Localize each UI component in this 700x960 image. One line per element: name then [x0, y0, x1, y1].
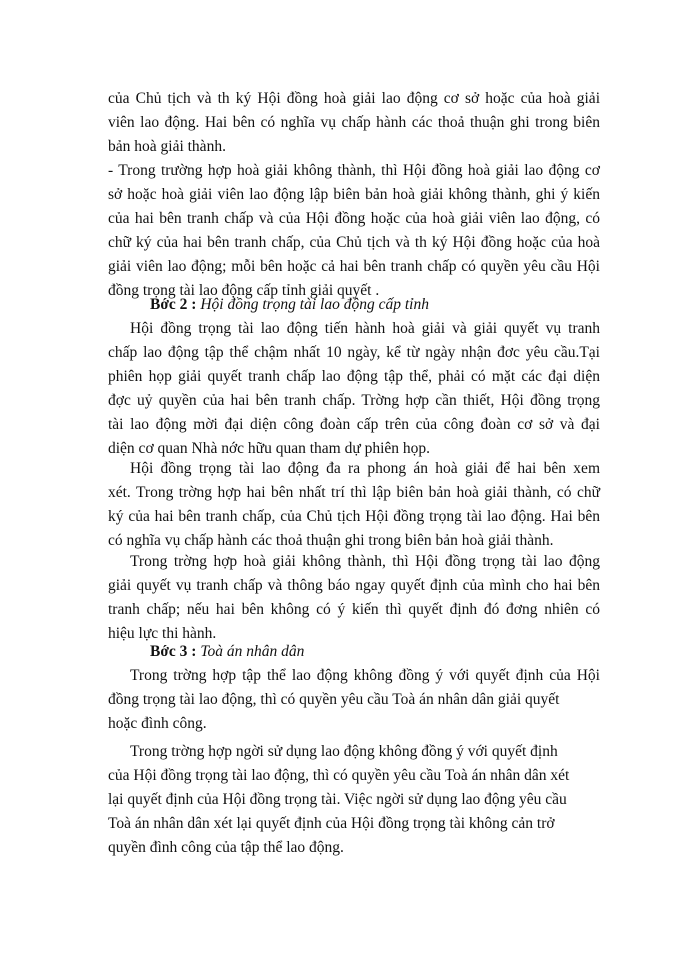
text-line: đồng trọng tài lao động, thì có quyền yêu cầu Toà án nhân dân giải quyết: [108, 691, 560, 708]
text-line: hiệu lực thi hành.: [108, 625, 217, 642]
text-line: ký của hai bên tranh chấp, của Chủ tịch Hội đồng trọng tài lao động. Hai bên: [108, 508, 600, 525]
text-line: viên lao động. Hai bên có nghĩa vụ chấp hành các thoả thuận ghi trong biên: [108, 114, 600, 131]
text-line: giải viên lao động; mỗi bên hoặc cả hai bên tranh chấp có quyền yêu cầu Hội: [108, 258, 600, 275]
text-line: đợc uỷ quyền của hai bên tranh chấp. Trờng hợp cần thiết, Hội đồng trọng: [108, 392, 600, 409]
text-line: lại quyết định của Hội đồng trọng tài. Việc ngời sử dụng lao động yêu cầu: [108, 791, 567, 808]
text-line: bản hoà giải thành.: [108, 138, 226, 155]
step-2-label: Bớc 2 :: [150, 296, 197, 313]
step-3-title: Toà án nhân dân: [200, 643, 305, 660]
text-line: của hai bên tranh chấp và của Hội đồng hoặc của hoà giải viên lao động, có: [108, 210, 600, 227]
text-line: chữ ký của hai bên tranh chấp, của Chủ tịch và th ký Hội đồng hoặc của hoà: [108, 234, 600, 251]
text-line: của Chủ tịch và th ký Hội đồng hoà giải lao động cơ sở hoặc của hoà giải: [108, 90, 600, 107]
text-line: hoặc đình công.: [108, 715, 207, 732]
text-line: đồng trọng tài lao động cấp tỉnh giải quyết .: [108, 282, 380, 299]
text-line: sở hoặc hoà giải viên lao động lập biên bản hoà giải không thành, ghi ý kiến: [108, 186, 600, 203]
text-line: Trong trờng hợp hoà giải không thành, thì Hội đồng trọng tài lao động: [130, 553, 600, 570]
text-line: chấp lao động tập thể chậm nhất 10 ngày, kể từ ngày nhận đơc yêu cầu.Tại: [108, 344, 600, 361]
text-line: Hội đồng trọng tài lao động tiến hành hoà giải và giải quyết vụ tranh: [130, 320, 600, 337]
text-line: Trong trờng hợp tập thể lao động không đồng ý với quyết định của Hội: [130, 667, 600, 684]
text-line: quyền đình công của tập thể lao động.: [108, 839, 344, 856]
text-line: giải quyết vụ tranh chấp và thông báo ngay quyết định của mình cho hai bên: [108, 577, 600, 594]
text-line: phiên họp giải quyết tranh chấp lao động tập thể, phải có mặt các đại diện: [108, 368, 600, 385]
text-line: diện cơ quan Nhà nớc hữu quan tham dự phiên họp.: [108, 440, 431, 457]
text-line: Trong trờng hợp ngời sử dụng lao động không đồng ý với quyết định: [130, 743, 558, 760]
text-line: Hội đồng trọng tài lao động đa ra phong án hoà giải để hai bên xem: [130, 460, 600, 477]
text-line: xét. Trong trờng hợp hai bên nhất trí thì lập biên bản hoà giải thành, có chữ: [108, 484, 600, 501]
step-3-heading: [150, 640, 600, 664]
step-3-label: Bớc 3 :: [150, 643, 197, 660]
step-2-title: Hội đồng trọng tài lao động cấp tỉnh: [200, 296, 429, 313]
text-line: tranh chấp; nếu hai bên không có ý kiến thì quyết định đó đơng nhiên có: [108, 601, 600, 618]
text-line: của Hội đồng trọng tài lao động, thì có quyền yêu cầu Toà án nhân dân xét: [108, 767, 570, 784]
text-line: tài lao động mời đại diện công đoàn cấp trên của công đoàn cơ sở và đại: [108, 416, 600, 433]
text-line: - Trong trường hợp hoà giải không thành, thì Hội đồng hoà giải lao động cơ: [108, 162, 600, 179]
step-2-heading: [150, 293, 600, 317]
text-line: Toà án nhân dân xét lại quyết định của Hội đồng trọng tài không cản trở: [108, 815, 555, 832]
text-line: có nghĩa vụ chấp hành các thoả thuận ghi trong biên bản hoà giải thành.: [108, 532, 554, 549]
